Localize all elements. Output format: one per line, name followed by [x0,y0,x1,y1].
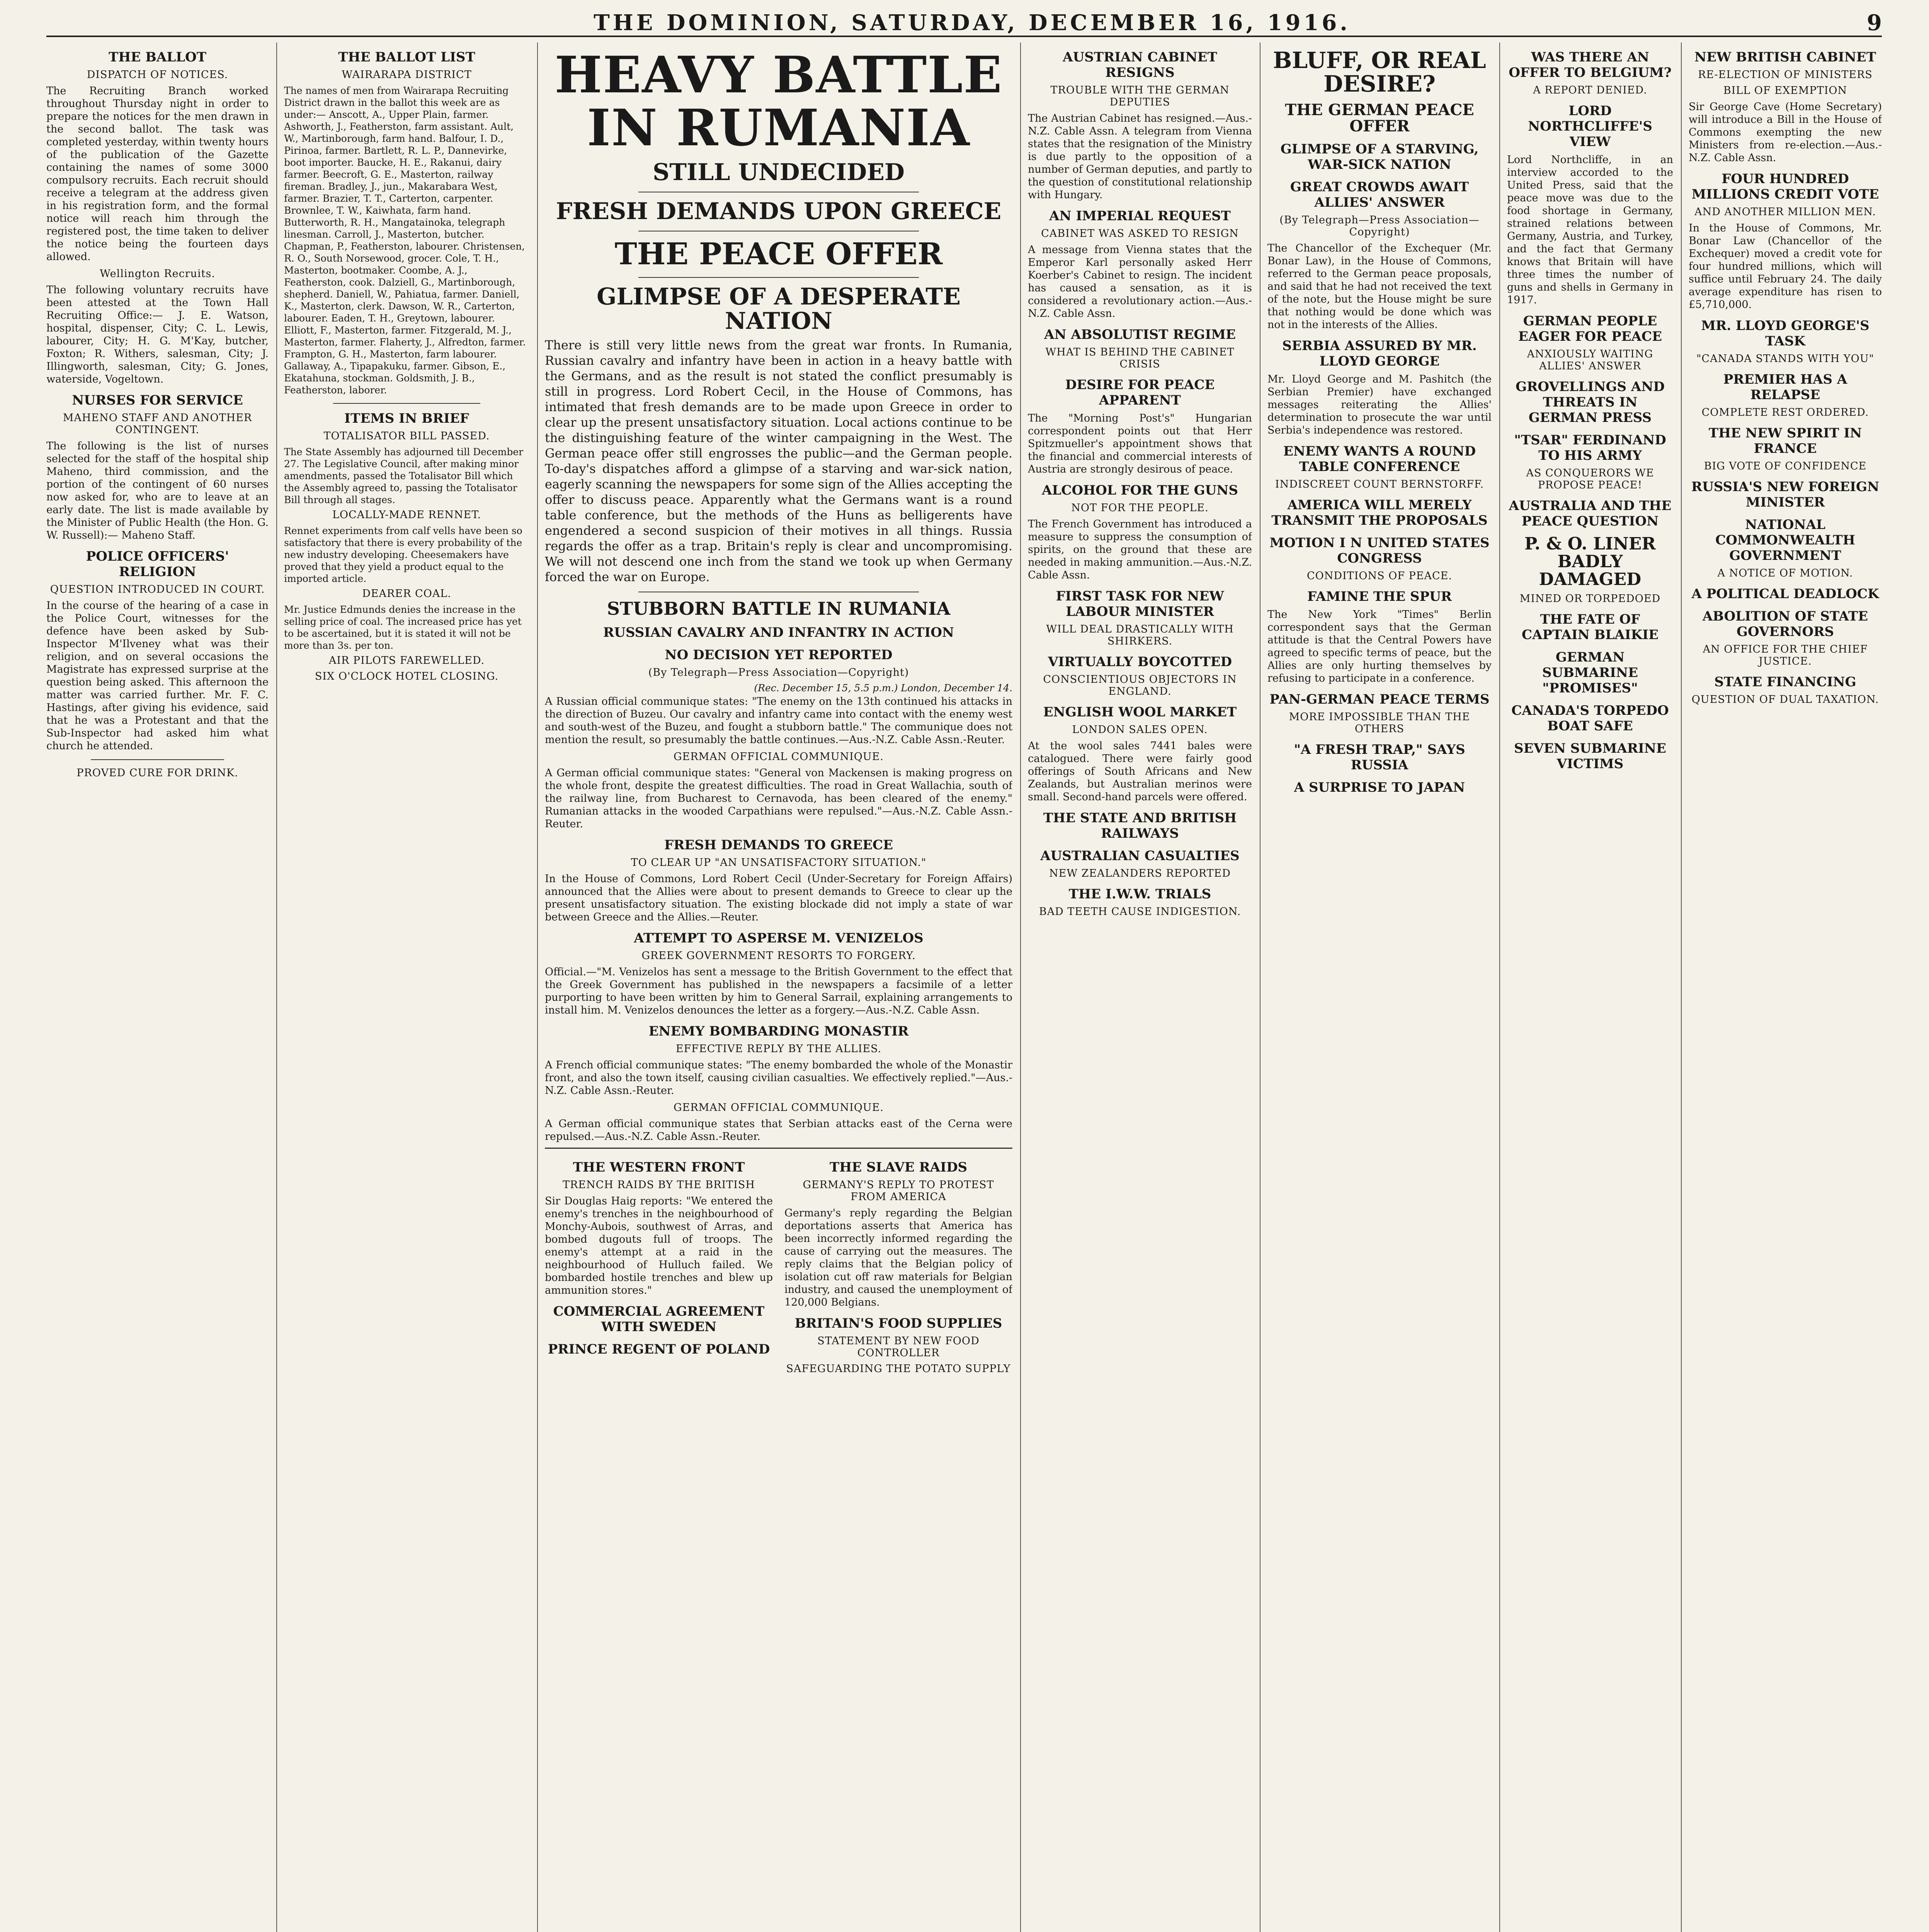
column-3-main [545,43,1012,1932]
article-text: The Chancellor of the Exchequer (Mr. Bonar Law), in the House of Commons, referred to the German peace proposals, and said that he had not received the text of the note, but the House might be sure that nothing would be done which was not in the interests of the Allies. [1267,242,1492,331]
subheadline: AS CONQUERORS WE PROPOSE PEACE! [1526,467,1654,491]
subheadline: BIG VOTE OF CONFIDENCE [1704,460,1867,472]
article-text: The following is the list of nurses selected for the staff of the hospital ship Maheno, third commission, and the portion of the contingent of 60 nurses now asked for, who are to leave at an early date. The list is made available by the Minister of Public Health (the Hon. G. W. Russell):— Maheno Staff. [46,440,269,541]
subheadline: MAHENO STAFF AND ANOTHER CONTINGENT. [63,412,252,436]
headline: BLUFF, OR REAL DESIRE? [1273,47,1486,97]
headline: THE SLAVE RAIDS [829,1160,968,1175]
headline: PAN-GERMAN PEACE TERMS [1269,691,1490,707]
article-text: The following voluntary recruits have been attested at the Town Hall Recruiting Office:— J. E. Watson, hospital, dispenser, City; C. L. Lewis, labourer, City; H. G. M'Kay, butcher, Foxton; R. Withers, salesman, City; J. Illingworth, salesman, City; G. Jones, waterside, Vogeltown. [46,284,269,385]
headline: SEVEN SUBMARINE VICTIMS [1514,740,1666,772]
subheadline: Wellington Recruits. [100,268,215,280]
headline: ABOLITION OF STATE GOVERNORS [1702,609,1868,639]
subheadline: BAD TEETH CAUSE INDIGESTION. [1039,906,1241,918]
column-rule [1499,43,1500,1932]
subheadline: TO CLEAR UP "AN UNSATISFACTORY SITUATION." [631,857,927,869]
subheadline: GLIMPSE OF A STARVING, WAR-SICK NATION [1280,141,1479,172]
subheadline: DEARER COAL. [362,588,451,600]
subheadline: AN OFFICE FOR THE CHIEF JUSTICE. [1703,643,1868,667]
article-text: The Austrian Cabinet has resigned.—Aus.-N.Z. Cable Assn. A telegram from Vienna states that the resignation of the Ministry is due partly to the opposition of a number of German deputies, and partly to the question of constitutional relationship with Hungary. [1028,112,1252,201]
headline: ENEMY WANTS A ROUND TABLE CONFERENCE [1283,443,1476,474]
headline: AMERICA WILL MERELY TRANSMIT THE PROPOSALS [1271,497,1488,528]
headline: ENGLISH WOOL MARKET [1043,704,1237,720]
divider [638,277,919,278]
subheadline: CONDITIONS OF PEACE. [1306,570,1453,582]
ballot-list: The names of men from Wairarapa Recruiting District drawn in the ballot this week are as under:— Anscott, A., Upper Plain, farmer. Ashworth, J., Featherston, farm assistant. Ault, W., Martinborough, farm hand. Balfour, I. D., Pirinoa, farmer. Bartlett, R. L. P., Dannevirke, boot importer. Baucke, H. E., Rakanui, dairy farmer. Beecroft, G. E., Masterton, railway fireman. Bradley, J., jun., Makarabara West, farmer. Brazier, T. T., Carterton, carpenter. Brownlee, T. W., Kaiwhata, farm hand. Butterworth, R. H., Mangatainoka, telegraph linesman. Carroll, J., Masterton, butcher. Chapman, P., Featherston, labourer. Christensen, R. O., South Norsewood, grocer. Cole, T. H., Masterton, bootmaker. Coombe, A. J., Featherston, cook. Dalziell, G., Martinborough, shepherd. Daniell, W., Pahiatua, farmer. Daniell, K., Masterton, clerk. Dawson, W. R., Carterton, labourer. Eaden, T. H., Greytown, labourer. Elliott, F., Masterton, farmer. Fitzgerald, M. J., Masterton, farmer. Flaherty, J., Alfredton, farmer. Frampton, G. H., Masterton, farm labourer. Gallaway, A., Tipapakuku, farmer. Gibson, E., Ekatahuna, stockman. Goldsmith, J. B., Featherston, laborer. [284,85,526,396]
subheadline: EFFECTIVE REPLY BY THE ALLIES. [675,1043,882,1055]
article-text: In the course of the hearing of a case in the Police Court, witnesses for the defence have been asked by Sub-Inspector M'Ilveney what was their religion, and on several occasions the Magistrate has expressed surprise at the question being asked. This afternoon the matter was carried further. Mr. F. C. Hastings, after giving his evidence, said that he was a Protestant and that the Sub-Inspector had asked him what church he attended. [46,600,269,752]
headline: THE I.W.W. TRIALS [1068,886,1211,902]
subheadline: DISPATCH OF NOTICES. [87,69,228,81]
subheadline: A NOTICE OF MOTION. [1717,567,1853,579]
subheadline: AIR PILOTS FAREWELLED. [328,655,485,667]
headline: THE WESTERN FRONT [573,1160,745,1175]
subheadline: INDISCREET COUNT BERNSTORFF. [1275,478,1484,490]
headline: PRINCE REGENT OF POLAND [548,1342,770,1357]
headline: ATTEMPT TO ASPERSE M. VENIZELOS [634,930,924,946]
headline: "A FRESH TRAP," SAYS RUSSIA [1294,742,1465,773]
article-text: A Russian official communique states: "The enemy on the 13th continued his attacks in the direction of Buzeu. Our cavalry and infantry came into contact with the enemy west and south-west of the Buzeu, and fought a stubborn battle." The communique does not mention the result, so presumably the battle continues.—Aus.-N.Z. Cable Assn.-Reuter. [545,696,1012,746]
headline: RUSSIA'S NEW FOREIGN MINISTER [1691,479,1880,510]
headline: COMMERCIAL AGREEMENT WITH SWEDEN [553,1304,765,1335]
dateline: (Rec. December 15, 5.5 p.m.) London, December 14. [754,682,1012,694]
main-headline: HEAVY BATTLE IN RUMANIA [555,45,1003,157]
subheadline: TRENCH RAIDS BY THE BRITISH [563,1179,755,1191]
subheadline: "CANADA STANDS WITH YOU" [1696,353,1874,365]
headline: THE BALLOT [108,49,207,65]
masthead [46,9,1882,37]
article-text: Germany's reply regarding the Belgian deportations asserts that America has been incorrectly informed regarding the cause of carrying out the measures. The reply claims that the Belgian policy of isolation cut off raw materials for Belgian industry, and caused the unemployment of 120,000 Belgians. [784,1207,1012,1309]
subheadline: TROUBLE WITH THE GERMAN DEPUTIES [1050,84,1230,108]
article-text: In the House of Commons, Lord Robert Cecil (Under-Secretary for Foreign Affairs) announced that the Allies were about to present demands to Greece to clear up the present unsatisfactory situation. The existing blockade did not imply a state of war between Greece and the Allies.—Reuter. [545,873,1012,923]
headline: BRITAIN'S FOOD SUPPLIES [794,1316,1002,1332]
subheadline: SAFEGUARDING THE POTATO SUPPLY [786,1363,1011,1375]
headline: FIRST TASK FOR NEW LABOUR MINISTER [1056,588,1224,619]
headline: VIRTUALLY BOYCOTTED [1048,654,1232,670]
subheadline: AND ANOTHER MILLION MEN. [1694,206,1876,218]
lead-summary [545,337,1012,585]
headline: A POLITICAL DEADLOCK [1691,586,1879,602]
headline: NURSES FOR SERVICE [72,393,243,408]
article-text: In the House of Commons, Mr. Bonar Law (Chancellor of the Exchequer) moved a credit vote for four hundred millions, which will suffice until February 24. The daily average expenditure has risen to £5,710,000. [1689,222,1882,311]
subheadline: CABINET WAS ASKED TO RESIGN [1041,228,1239,240]
headline: CANADA'S TORPEDO BOAT SAFE [1511,702,1669,734]
column-rule [537,43,538,1932]
subheadline: NEW ZEALANDERS REPORTED [1049,867,1231,879]
subheadline: QUESTION OF DUAL TAXATION. [1691,694,1879,706]
headline: GERMAN SUBMARINE "PROMISES" [1542,649,1638,696]
headline: AUSTRIAN CABINET RESIGNS [1063,49,1217,80]
article-text: Official.—"M. Venizelos has sent a message to the British Government to the effect that the Greek Government has published in the newspapers a facsimile of a letter purporting to have been written by him to General Sarrail, explaining arrangements to install him. M. Venizelos denounces the letter as a forgery.—Aus.-N.Z. Cable Assn. [545,966,1012,1017]
headline: FRESH DEMANDS TO GREECE [664,837,893,853]
subheadline: LONDON SALES OPEN. [1072,724,1208,736]
article-text: Sir George Cave (Home Secretary) will introduce a Bill in the House of Commons exempting the new Ministers from re-election.—Aus.-N.Z. Cable Assn. [1689,101,1882,164]
article-text: Sir Douglas Haig reports: "We entered the enemy's trenches in the neighbourhood of Monchy-Aubois, southwest of Arras, and bombed dugouts full of troops. The enemy's attempt at a raid in the neighbourhood of Hulluch failed. We bombarded hostile trenches and blew up ammunition stores." [545,1195,773,1297]
subheadline: MINED OR TORPEDOED [1519,592,1661,605]
column-6 [1507,43,1673,1932]
column-7 [1689,43,1882,1932]
subheadline: STATEMENT BY NEW FOOD CONTROLLER [817,1335,980,1359]
headline: ENEMY BOMBARDING MONASTIR [648,1024,909,1039]
subheadline: CONSCIENTIOUS OBJECTORS IN ENGLAND. [1043,673,1237,697]
headline: DESIRE FOR PEACE APPARENT [1065,377,1215,408]
subheadline: WHAT IS BEHIND THE CABINET CRISIS [1045,346,1235,370]
subheadline: COMPLETE REST ORDERED. [1701,406,1869,418]
headline: ITEMS IN BRIEF [344,411,469,426]
column-rule [1681,43,1682,1932]
headline: STATE FINANCING [1714,674,1856,690]
subheadline: WAIRARAPA DISTRICT [342,69,472,81]
headline: FAMINE THE SPUR [1307,588,1452,604]
headline: ALCOHOL FOR THE GUNS [1042,483,1238,498]
column-1 [46,43,269,1932]
article-text: Lord Northcliffe, in an interview accorded to the United Press, said that the peace move was due to the food shortage in Germany, strained relations between Germany, Austria, and Turkey, and the fact that Germany knows that Britain will have three times the number of guns and shells in Germany in 1917. [1507,154,1673,306]
advert-heading: PROVED CURE FOR DRINK. [77,767,238,779]
subheadline: GERMANY'S REPLY TO PROTEST FROM AMERICA [803,1179,994,1203]
main-subheadline: STILL UNDECIDED [653,159,905,186]
masthead-title: THE DOMINION, SATURDAY, DECEMBER 16, 1916. [594,10,1351,36]
subheadline: GREAT CROWDS AWAIT ALLIES' ANSWER [1290,179,1469,210]
headline: PREMIER HAS A RELAPSE [1723,372,1847,403]
article-text: A German official communique states: "General von Mackensen is making progress on the whole front, despite the greatest difficulties. The road in Great Wallachia, south of the railway line, from Bucharest to Cernavoda, has been cleared of the enemy." Rumanian attacks in the wooded Carpathians were repulsed."—Aus.-N.Z. Cable Assn.-Reuter. [545,767,1012,830]
headline: THE NEW SPIRIT IN FRANCE [1708,425,1862,456]
subheadline: LOCALLY-MADE RENNET. [332,509,481,521]
subheadline: QUESTION INTRODUCED IN COURT. [50,583,265,595]
subheadline: RUSSIAN CAVALRY AND INFANTRY IN ACTION [603,625,954,641]
subheadline: MORE IMPOSSIBLE THAN THE OTHERS [1289,711,1470,735]
lower-split [545,1148,1012,1379]
article-text: The "Morning Post's" Hungarian correspondent points out that Herr Spitzmueller's appointment shows that the financial and commercial interests of Austria are strongly desirous of peace. [1028,412,1252,475]
main-subheadline: THE PEACE OFFER [614,236,943,272]
subheadline: GERMAN OFFICIAL COMMUNIQUE. [674,751,884,763]
column-4 [1028,43,1252,1932]
article-text: At the wool sales 7441 bales were catalogued. There were fairly good offerings of South Africans and New Zealands, but Australian merinos were small. Second-hand parcels were offered. [1028,740,1252,803]
article-text: Mr. Lloyd George and M. Pashitch (the Serbian Premier) have exchanged messages reiterating the Allies' determination to prosecute the war until Serbia's independence was restored. [1267,373,1492,436]
column-rule [1020,43,1021,1932]
subheadline: A REPORT DENIED. [1533,84,1647,96]
headline: A SURPRISE TO JAPAN [1294,779,1465,795]
headline: MOTION I N UNITED STATES CONGRESS [1269,535,1490,566]
headline: NATIONAL COMMONWEALTH GOVERNMENT [1715,517,1855,563]
headline: NEW BRITISH CABINET [1694,49,1876,65]
article-text: A German official communique states that Serbian attacks east of the Cerna were repulsed.—Aus.-N.Z. Cable Assn.-Reuter. [545,1118,1012,1143]
article-text: Mr. Justice Edmunds denies the increase in the selling price of coal. The increased price has yet to be ascertained, but it is stated it will not be more than 3s. per ton. [284,604,522,651]
headline: MR. LLOYD GEORGE'S TASK [1701,318,1869,349]
headline: "TSAR" FERDINAND TO HIS ARMY [1514,432,1666,463]
subheadline: WILL DEAL DRASTICALLY WITH SHIRKERS. [1046,623,1234,647]
subheadline: GERMAN OFFICIAL COMMUNIQUE. [674,1102,884,1114]
lead-text: There is still very little news from the great war fronts. In Rumania, Russian cavalry and infantry have been in action in a heavy battle with the Germans, and as the result is not stated the conflict presumably is still in progress. Lord Robert Cecil, in the House of Commons, has intimated that fresh demands are to be made upon Greece in order to clear up the present unsatisfactory situation. Local actions continue to be the distinguishing feature of the winter campaigning in the West. The German peace offer still engrosses the public—and the German people. To-day's dispatches afford a glimpse of a starving and war-sick nation, eagerly scanning the newspapers for some sign of the Allies accepting the offer to discuss peace. Apparently what the Germans want is a round table conference, but the methods of the Huns as belligerents have engendered a second suspicion of their motives in all things. Russia regards the offer as a trap. Britain's reply is clear and uncompromising. We will not descend one inch from the stand we took up when Germany forced the war on Europe. [545,337,1012,584]
western-front-story [545,1153,773,1379]
column-rule [276,43,277,1932]
headline: AUSTRALIAN CASUALTIES [1040,848,1240,864]
subheadline: NO DECISION YET REPORTED [665,647,893,663]
main-subheadline: FRESH DEMANDS UPON GREECE [556,198,1002,225]
divider [333,403,480,404]
article-text: The Recruiting Branch worked throughout Thursday night in order to prepare the notices for the men drawn in the second ballot. The task was completed yesterday, within twenty hours of the publication of the Gazette containing the names of some 3000 compulsory recruits. Each recruit should receive a telegram at the address given in his registration form, and the formal notice will reach him through the registered post, the time taken to deliver the notice being the fourteen days allowed. [46,85,269,263]
headline: THE FATE OF CAPTAIN BLAIKIE [1522,611,1659,643]
headline: THE STATE AND BRITISH RAILWAYS [1043,810,1237,841]
headline: THE BALLOT LIST [338,49,475,65]
headline: POLICE OFFICERS' RELIGION [86,549,229,580]
headline: GROVELLINGS AND THREATS IN GERMAN PRESS [1516,379,1665,425]
article-text: The French Government has introduced a measure to suppress the consumption of spirits, on the ground that these are needed in making ammunition.—Aus.-N.Z. Cable Assn. [1028,518,1252,581]
subheadline: SIX O'CLOCK HOTEL CLOSING. [315,670,499,682]
headline: STUBBORN BATTLE IN RUMANIA [607,598,951,619]
slave-raids-story [784,1153,1012,1379]
headline: FOUR HUNDRED MILLIONS CREDIT VOTE [1691,171,1879,202]
headline: GERMAN PEOPLE EAGER FOR PEACE [1518,313,1662,344]
subheadline: ANXIOUSLY WAITING ALLIES' ANSWER [1527,348,1653,372]
headline: AN ABSOLUTIST REGIME [1044,327,1236,342]
headline: WAS THERE AN OFFER TO BELGIUM? [1509,49,1672,80]
column-5 [1267,43,1492,1932]
subheadline: NOT FOR THE PEOPLE. [1071,502,1209,514]
subheadline: GREEK GOVERNMENT RESORTS TO FORGERY. [641,950,916,962]
subheadline: THE GERMAN PEACE OFFER [1285,100,1474,135]
headline: AN IMPERIAL REQUEST [1049,208,1231,224]
main-subheadline: GLIMPSE OF A DESPERATE NATION [597,283,961,335]
column-2 [284,43,529,1932]
article-text: The State Assembly has adjourned till December 27. The Legislative Council, after making minor amendments, passed the Totalisator Bill which the Assembly agreed to, passing the Totalisator Bill through all stages. [284,446,524,505]
article-text: A French official communique states: "The enemy bombarded the whole of the Monastir front, and also the town itself, causing civilian casualties. We effectively replied."—Aus.-N.Z. Cable Assn.-Reuter. [545,1059,1012,1097]
article-text: Rennet experiments from calf vells have been so satisfactory that there is every probability of the new industry developing. Cheesemakers have proved that they yield a product equal to the imported article. [284,525,522,584]
headline: SERBIA ASSURED BY MR. LLOYD GEORGE [1282,338,1477,369]
page-number: 9 [1867,10,1882,36]
article-text: The New York "Times" Berlin correspondent says that the German attitude is that the Central Powers have agreed to specific terms of peace, but the Allies are only hurting themselves by refusing to participate in a conference. [1267,608,1492,684]
byline: (By Telegraph—Press Association—Copyright) [1279,214,1480,238]
subheadline: BILL OF EXEMPTION [1723,85,1847,97]
divider [91,759,224,760]
subheadline: RE-ELECTION OF MINISTERS [1698,69,1873,81]
headline: LORD NORTHCLIFFE'S VIEW [1528,103,1652,150]
headline: P. & O. LINER BADLY DAMAGED [1524,534,1656,590]
headline: AUSTRALIA AND THE PEACE QUESTION [1509,498,1672,529]
article-text: A message from Vienna states that the Emperor Karl personally asked Herr Koerber's Cabinet to resign. The incident has caused a sensation, as it is considered a revolutionary action.—Aus.-N.Z. Cable Assn. [1028,244,1252,320]
byline: (By Telegraph—Press Association—Copyright) [648,667,909,679]
subheadline: TOTALISATOR BILL PASSED. [323,430,490,442]
